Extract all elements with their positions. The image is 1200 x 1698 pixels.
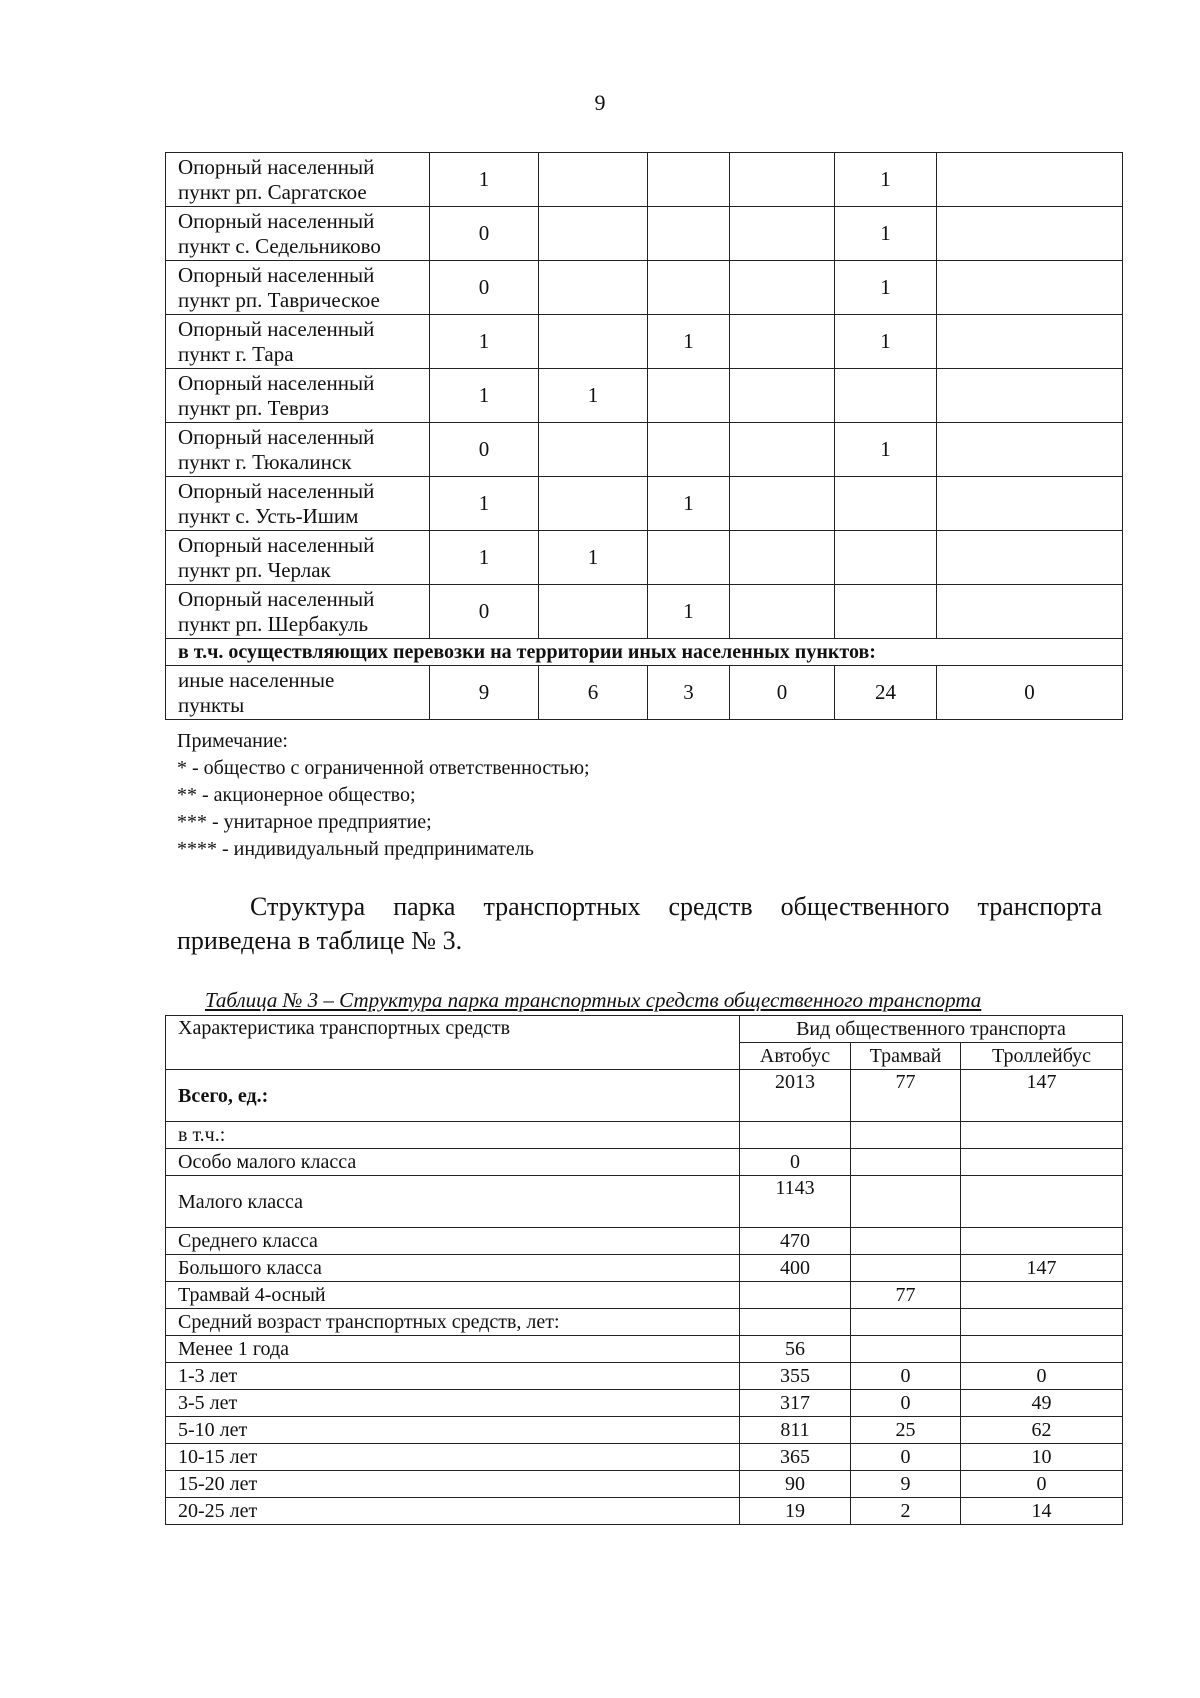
settlement-name <box>166 369 430 423</box>
table-cell: 0 <box>961 1471 1123 1498</box>
table-cell <box>539 585 648 639</box>
table-cell <box>648 369 730 423</box>
table-cell: 49 <box>961 1390 1123 1417</box>
table-cell <box>851 1336 961 1363</box>
fleet-structure-table <box>165 1015 1123 1525</box>
settlement-name <box>166 477 430 531</box>
table-cell <box>937 531 1123 585</box>
table-cell <box>539 261 648 315</box>
table-cell <box>851 1255 961 1282</box>
name-line: пункт г. Тюкалинск <box>178 449 352 474</box>
table-cell <box>937 315 1123 369</box>
table-cell: 1 <box>430 315 539 369</box>
table-cell <box>937 423 1123 477</box>
table-cell: 811 <box>740 1417 851 1444</box>
table-cell: 1 <box>648 477 730 531</box>
notes <box>177 728 590 863</box>
table-cell: 1 <box>430 531 539 585</box>
table-row <box>166 1363 1123 1390</box>
table-caption: Таблица № 3 – Структура парка транспортных средств общественного транспорта <box>205 988 982 1012</box>
total-tram: 77 <box>851 1070 961 1122</box>
table-cell: 56 <box>740 1336 851 1363</box>
table-cell: 1 <box>648 315 730 369</box>
paragraph-line: Структура парка транспортных средств общественного транспорта <box>250 892 1102 921</box>
name-line: пункты <box>178 692 245 717</box>
name-line: Опорный населенный <box>178 154 375 179</box>
table-cell: 400 <box>740 1255 851 1282</box>
incl-label: в т.ч.: <box>166 1122 740 1149</box>
name-line: Опорный населенный <box>178 370 375 395</box>
table-cell: 0 <box>430 207 539 261</box>
table-cell: 1 <box>539 369 648 423</box>
table-cell <box>730 369 835 423</box>
table-cell <box>835 585 937 639</box>
table-cell <box>539 477 648 531</box>
name-line: Опорный населенный <box>178 262 375 287</box>
name-line: Опорный населенный <box>178 532 375 557</box>
table-cell <box>730 423 835 477</box>
table-row <box>166 315 1123 369</box>
row-label: Особо малого класса <box>166 1149 740 1176</box>
table-cell <box>937 477 1123 531</box>
table-cell: 1 <box>835 207 937 261</box>
table-cell: 147 <box>961 1255 1123 1282</box>
table-subheader: в т.ч. осуществляющих перевозки на территории иных населенных пунктов: <box>166 639 1123 666</box>
table-row <box>166 1228 1123 1255</box>
settlement-name <box>166 585 430 639</box>
header-characteristic: Характеристика транспортных средств <box>166 1016 740 1070</box>
name-line: Опорный населенный <box>178 316 375 341</box>
table-cell <box>961 1336 1123 1363</box>
table-cell: 1 <box>430 369 539 423</box>
table-cell: 317 <box>740 1390 851 1417</box>
table-cell: 0 <box>740 1149 851 1176</box>
table-cell <box>835 531 937 585</box>
table-cell <box>730 261 835 315</box>
table-row <box>166 1282 1123 1309</box>
table-cell <box>648 531 730 585</box>
table-cell <box>730 531 835 585</box>
table-cell <box>961 1176 1123 1228</box>
table-cell <box>730 153 835 207</box>
table-cell <box>851 1228 961 1255</box>
table-row <box>166 477 1123 531</box>
table-cell <box>539 207 648 261</box>
table-cell: 25 <box>851 1417 961 1444</box>
row-label: Трамвай 4-осный <box>166 1282 740 1309</box>
table-cell <box>835 477 937 531</box>
table-cell: 1 <box>835 423 937 477</box>
age-label: 15-20 лет <box>166 1471 740 1498</box>
table-row <box>166 585 1123 639</box>
name-line: пункт рп. Черлак <box>178 557 331 582</box>
settlement-name <box>166 207 430 261</box>
table-cell <box>648 207 730 261</box>
table-cell: 2 <box>851 1498 961 1525</box>
table-cell <box>937 585 1123 639</box>
table-cell <box>937 207 1123 261</box>
table-cell <box>730 585 835 639</box>
table-cell <box>961 1149 1123 1176</box>
table-row <box>166 153 1123 207</box>
table-cell <box>851 1149 961 1176</box>
table-cell <box>937 369 1123 423</box>
header-transport-type: Вид общественного транспорта <box>740 1016 1123 1043</box>
table-cell: 365 <box>740 1444 851 1471</box>
name-line: Опорный населенный <box>178 586 375 611</box>
note-item: * - общество с ограниченной ответственностью; <box>177 757 590 779</box>
name-line: Опорный населенный <box>178 478 375 503</box>
table-cell <box>961 1228 1123 1255</box>
name-line: иные населенные <box>178 667 335 692</box>
total-label: Всего, ед.: <box>166 1070 740 1122</box>
table-cell: 1 <box>539 531 648 585</box>
column-header-trolleybus: Троллейбус <box>961 1043 1123 1070</box>
name-line: Опорный населенный <box>178 424 375 449</box>
settlement-name <box>166 153 430 207</box>
table-row <box>166 1417 1123 1444</box>
notes-title: Примечание: <box>177 730 288 752</box>
table-row <box>166 1255 1123 1282</box>
table-cell: 9 <box>851 1471 961 1498</box>
table-cell: 10 <box>961 1444 1123 1471</box>
table-cell: 0 <box>851 1444 961 1471</box>
name-line: пункт рп. Тевриз <box>178 395 329 420</box>
table-cell: 9 <box>430 666 539 720</box>
note-item: ** - акционерное общество; <box>177 784 416 806</box>
table-cell <box>539 423 648 477</box>
table-cell: 14 <box>961 1498 1123 1525</box>
table-row <box>166 666 1123 720</box>
table-cell: 1 <box>430 477 539 531</box>
age-label: 10-15 лет <box>166 1444 740 1471</box>
table-cell: 0 <box>937 666 1123 720</box>
age-label: 20-25 лет <box>166 1498 740 1525</box>
table-cell: 77 <box>851 1282 961 1309</box>
name-line: пункт рп. Шербакуль <box>178 611 369 636</box>
table-cell: 62 <box>961 1417 1123 1444</box>
table-cell: 1 <box>835 153 937 207</box>
row-label: Среднего класса <box>166 1228 740 1255</box>
note-item: *** - унитарное предприятие; <box>177 811 432 833</box>
name-line: Опорный населенный <box>178 208 375 233</box>
age-label: 1-3 лет <box>166 1363 740 1390</box>
table-cell <box>730 315 835 369</box>
table-row <box>166 423 1123 477</box>
row-label: Большого класса <box>166 1255 740 1282</box>
name-line: пункт рп. Саргатское <box>178 179 367 204</box>
total-trolleybus: 147 <box>961 1070 1123 1122</box>
settlement-name <box>166 261 430 315</box>
table-cell <box>539 315 648 369</box>
table-cell: 0 <box>430 585 539 639</box>
table-row <box>166 1336 1123 1363</box>
table-cell <box>648 423 730 477</box>
page-number: 9 <box>594 90 606 115</box>
table-cell <box>851 1176 961 1228</box>
table-cell <box>648 261 730 315</box>
paragraph-line: приведена в таблице № 3. <box>177 926 463 955</box>
age-header: Средний возраст транспортных средств, лет: <box>166 1309 740 1336</box>
table-row <box>166 369 1123 423</box>
other-settlements-name <box>166 666 430 720</box>
table-row <box>166 1149 1123 1176</box>
table-cell: 24 <box>835 666 937 720</box>
table-cell <box>835 369 937 423</box>
settlement-name <box>166 423 430 477</box>
table-cell: 0 <box>430 261 539 315</box>
table-cell: 0 <box>851 1363 961 1390</box>
table-row <box>166 531 1123 585</box>
table-row <box>166 207 1123 261</box>
body-paragraph <box>177 890 1102 958</box>
table-cell <box>539 153 648 207</box>
table-cell: 0 <box>430 423 539 477</box>
table-cell: 3 <box>648 666 730 720</box>
table-cell: 470 <box>740 1228 851 1255</box>
table-cell: 19 <box>740 1498 851 1525</box>
age-label: 5-10 лет <box>166 1417 740 1444</box>
total-bus: 2013 <box>740 1070 851 1122</box>
table-cell: 0 <box>730 666 835 720</box>
table-cell: 90 <box>740 1471 851 1498</box>
age-label: Менее 1 года <box>166 1336 740 1363</box>
column-header-bus: Автобус <box>740 1043 851 1070</box>
age-label: 3-5 лет <box>166 1390 740 1417</box>
table-cell <box>740 1282 851 1309</box>
name-line: пункт г. Тара <box>178 341 294 366</box>
column-header-tram: Трамвай <box>851 1043 961 1070</box>
table-cell <box>648 153 730 207</box>
table-cell: 1 <box>430 153 539 207</box>
note-item: **** - индивидуальный предприниматель <box>177 838 534 860</box>
table-row <box>166 1176 1123 1228</box>
settlement-name <box>166 315 430 369</box>
table-cell <box>961 1282 1123 1309</box>
name-line: пункт рп. Таврическое <box>178 287 380 312</box>
settlements-table <box>165 152 1123 720</box>
table-row <box>166 1471 1123 1498</box>
table-cell <box>730 477 835 531</box>
settlement-name <box>166 531 430 585</box>
table-cell: 1 <box>648 585 730 639</box>
table-cell <box>937 153 1123 207</box>
table-cell: 0 <box>961 1363 1123 1390</box>
table-row <box>166 1498 1123 1525</box>
table-cell: 1 <box>835 315 937 369</box>
table-cell: 0 <box>851 1390 961 1417</box>
table-cell: 1143 <box>740 1176 851 1228</box>
table-row <box>166 1444 1123 1471</box>
table-cell: 6 <box>539 666 648 720</box>
table-cell <box>937 261 1123 315</box>
table-cell <box>730 207 835 261</box>
table-row <box>166 1390 1123 1417</box>
table-row <box>166 261 1123 315</box>
name-line: пункт с. Усть-Ишим <box>178 503 359 528</box>
table-cell: 355 <box>740 1363 851 1390</box>
name-line: пункт с. Седельниково <box>178 233 381 258</box>
row-label: Малого класса <box>166 1176 740 1228</box>
table-cell: 1 <box>835 261 937 315</box>
